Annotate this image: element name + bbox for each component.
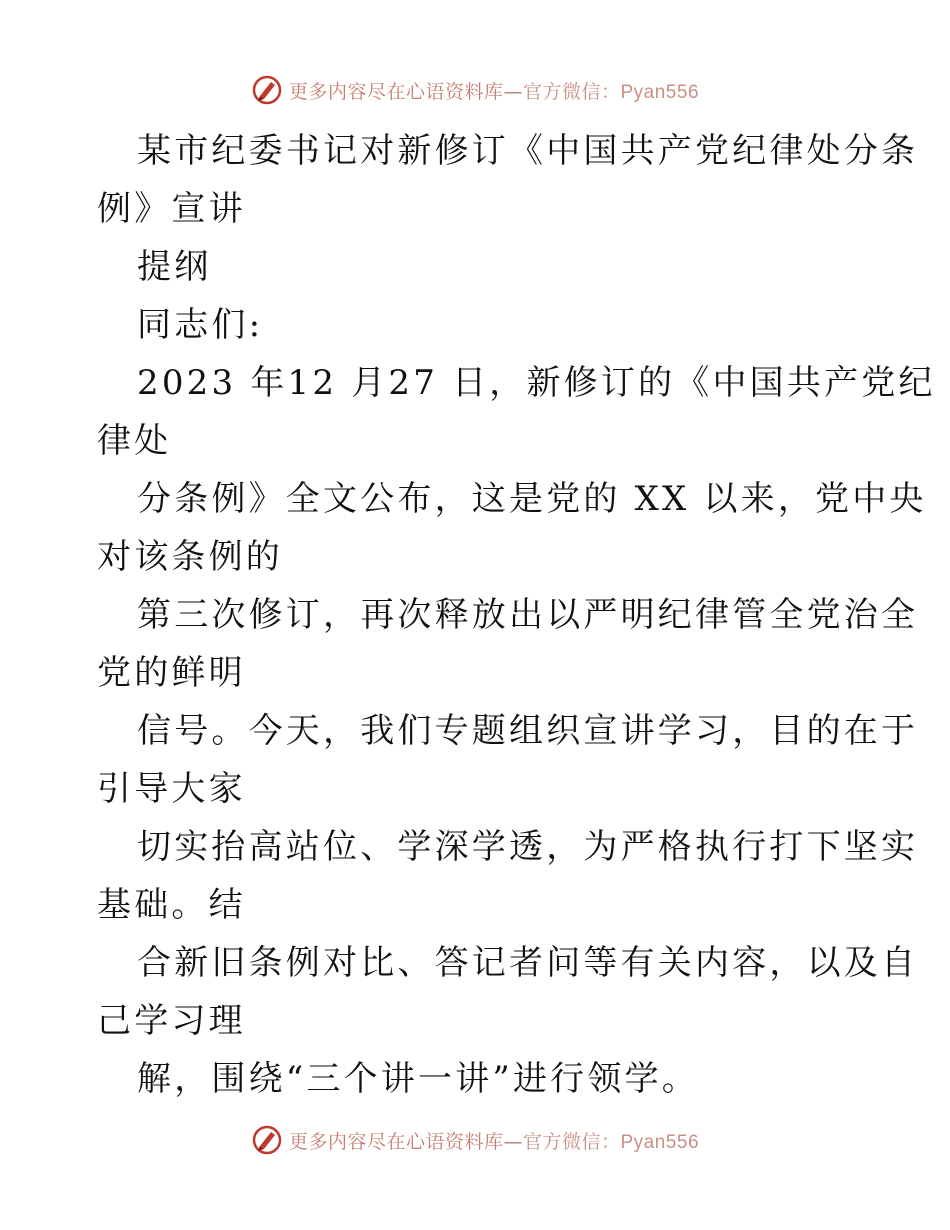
- text-line: 例》宣讲: [97, 189, 246, 229]
- text-line: 对该条例的: [97, 537, 283, 577]
- watermark-footer: [0, 1122, 950, 1158]
- text-line: 党的鲜明: [97, 653, 246, 693]
- watermark-text: 更多内容尽在心语资料库—官方微信：Pyan556: [288, 80, 700, 103]
- text-line: 合新旧条例对比、答记者问等有关内容，以及自: [137, 943, 919, 983]
- text-line: 提纲: [137, 247, 212, 287]
- text-line: 律处: [97, 421, 172, 461]
- pen-logo-icon: [251, 74, 283, 106]
- text-line: 引导大家: [97, 769, 246, 809]
- text-line: 基础。结: [97, 885, 246, 925]
- watermark-header: [0, 72, 950, 108]
- document-body: [97, 122, 936, 1108]
- text-line: 己学习理: [97, 1001, 246, 1041]
- text-line: 2023 年12 月27 日，新修订的《中国共产党纪: [137, 363, 936, 403]
- text-line: 信号。今天，我们专题组织宣讲学习，目的在于: [137, 711, 919, 751]
- text-line: 同志们:: [137, 305, 264, 345]
- text-line: 解，围绕“三个讲一讲”进行领学。: [137, 1059, 699, 1099]
- watermark-text: 更多内容尽在心语资料库—官方微信：Pyan556: [288, 1130, 700, 1153]
- text-line: 某市纪委书记对新修订《中国共产党纪律处分条: [137, 131, 919, 171]
- text-line: 切实抬高站位、学深学透，为严格执行打下坚实: [137, 827, 919, 867]
- text-line: 分条例》全文公布，这是党的 XX 以来，党中央: [137, 479, 927, 519]
- text-line: 第三次修订，再次释放出以严明纪律管全党治全: [137, 595, 919, 635]
- pen-logo-icon: [251, 1124, 283, 1156]
